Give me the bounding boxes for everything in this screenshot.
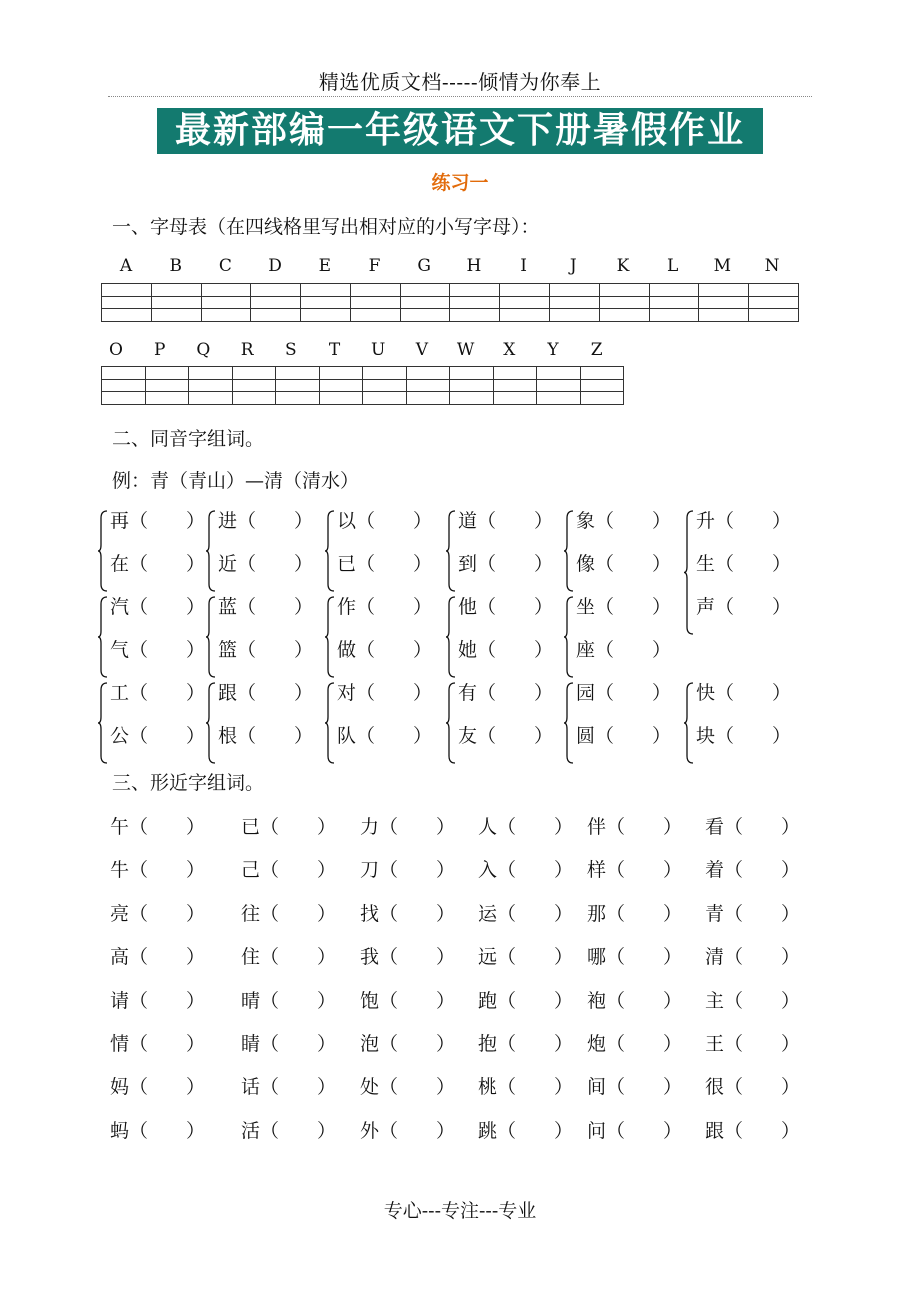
homophone-item: 篮（ ） [218, 639, 314, 661]
alphabet-letter: H [466, 256, 482, 276]
similar-char-item: 哪（ ） [587, 946, 683, 969]
alphabet-letter: I [520, 256, 527, 276]
brace-icon [97, 510, 109, 592]
similar-char-item: 青（ ） [705, 902, 801, 925]
alphabet-letter: Y [547, 340, 559, 360]
brace-icon [205, 510, 217, 592]
alphabet-letter: T [328, 340, 341, 360]
grid-cell[interactable] [450, 296, 500, 309]
similar-char-item: 远（ ） [478, 946, 574, 969]
similar-char-item: 亮（ ） [110, 902, 206, 925]
homophone-item: 以（ ） [337, 510, 433, 532]
homophone-item: 她（ ） [458, 639, 554, 661]
grid-cell[interactable] [350, 296, 400, 309]
similar-char-item: 袍（ ） [587, 989, 683, 1012]
alphabet-letter: A [119, 256, 133, 276]
grid-cell[interactable] [102, 309, 152, 322]
homophone-item: 根（ ） [218, 725, 314, 747]
homophone-item: 友（ ） [458, 725, 554, 747]
brace-icon [683, 510, 695, 635]
similar-char-item: 问（ ） [587, 1119, 683, 1142]
homophone-item: 已（ ） [337, 553, 433, 575]
similar-char-item: 我（ ） [360, 946, 456, 969]
grid-cell[interactable] [406, 392, 450, 405]
brace-icon [97, 682, 109, 764]
similar-char-item: 力（ ） [360, 816, 456, 838]
homophone-item: 座（ ） [576, 639, 672, 661]
alphabet-letter: W [456, 340, 475, 360]
grid-cell[interactable] [450, 392, 494, 405]
grid-cell[interactable] [537, 379, 581, 392]
homophone-item: 块（ ） [696, 725, 792, 747]
similar-char-item: 刀（ ） [360, 859, 456, 882]
brace-icon [563, 682, 575, 764]
similar-char-item: 外（ ） [360, 1119, 456, 1142]
grid-cell[interactable] [400, 296, 450, 309]
grid-cell[interactable] [145, 379, 189, 392]
brace-icon [205, 596, 217, 678]
alphabet-letter: L [667, 256, 679, 276]
brace-icon [324, 510, 336, 592]
similar-char-item: 往（ ） [241, 902, 337, 925]
grid-cell[interactable] [599, 284, 649, 297]
page-header: 精选优质文档-----倾情为你奉上 [318, 70, 602, 94]
brace-icon [97, 596, 109, 678]
similar-char-item: 人（ ） [478, 816, 574, 838]
homophone-item: 有（ ） [458, 682, 554, 704]
homophone-item: 生（ ） [696, 553, 792, 575]
grid-cell[interactable] [232, 392, 276, 405]
homophone-item: 圆（ ） [576, 725, 672, 747]
grid-cell[interactable] [363, 379, 407, 392]
brace-icon [205, 682, 217, 764]
alphabet-letter: C [218, 256, 232, 276]
homophone-item: 汽（ ） [110, 596, 206, 618]
alphabet-letter: Q [196, 340, 211, 360]
similar-char-item: 炮（ ） [587, 1033, 683, 1055]
grid-cell[interactable] [301, 309, 351, 322]
similar-char-item: 午（ ） [110, 816, 206, 838]
grid-cell[interactable] [363, 367, 407, 380]
alphabet-letter: G [417, 256, 431, 276]
similar-char-item: 蚂（ ） [110, 1119, 206, 1142]
grid-cell[interactable] [102, 296, 152, 309]
homophone-item: 园（ ） [576, 682, 672, 704]
grid-cell[interactable] [550, 284, 600, 297]
exercise-subtitle: 练习一 [431, 172, 489, 194]
grid-cell[interactable] [649, 296, 699, 309]
alphabet-letter: J [569, 256, 577, 276]
similar-char-item: 住（ ） [241, 946, 337, 969]
similar-char-item: 着（ ） [705, 859, 801, 882]
grid-cell[interactable] [189, 379, 233, 392]
grid-cell[interactable] [450, 379, 494, 392]
brace-icon [324, 682, 336, 764]
section2-title: 二、同音字组词。 [112, 428, 265, 450]
grid-cell[interactable] [102, 379, 146, 392]
grid-cell[interactable] [599, 309, 649, 322]
alphabet-letter: S [284, 340, 297, 360]
homophone-item: 在（ ） [110, 553, 206, 575]
homophone-item: 工（ ） [110, 682, 206, 704]
similar-char-item: 己（ ） [241, 859, 337, 882]
alphabet-letter: Z [590, 340, 603, 360]
brace-icon [445, 510, 457, 592]
brace-icon [445, 596, 457, 678]
grid-cell[interactable] [151, 296, 201, 309]
grid-cell[interactable] [201, 309, 251, 322]
grid-cell[interactable] [319, 367, 363, 380]
grid-cell[interactable] [450, 284, 500, 297]
similar-char-item: 清（ ） [705, 946, 801, 969]
grid-cell[interactable] [406, 379, 450, 392]
brace-icon [563, 510, 575, 592]
grid-cell[interactable] [251, 284, 301, 297]
similar-char-item: 王（ ） [705, 1033, 801, 1055]
similar-char-item: 运（ ） [478, 902, 574, 925]
grid-cell[interactable] [301, 284, 351, 297]
brace-icon [445, 682, 457, 764]
grid-cell[interactable] [151, 284, 201, 297]
grid-cell[interactable] [201, 296, 251, 309]
grid-cell[interactable] [749, 309, 799, 322]
grid-cell[interactable] [400, 284, 450, 297]
section1-title: 一、字母表（在四线格里写出相对应的小写字母）： [112, 216, 540, 238]
similar-char-item: 很（ ） [705, 1076, 801, 1099]
grid-cell[interactable] [276, 367, 320, 380]
alphabet-letter: R [240, 340, 254, 360]
alphabet-letter: X [503, 340, 516, 360]
similar-char-item: 活（ ） [241, 1119, 337, 1142]
grid-cell[interactable] [151, 309, 201, 322]
similar-char-item: 处（ ） [360, 1076, 456, 1099]
similar-char-item: 间（ ） [587, 1076, 683, 1099]
similar-char-item: 泡（ ） [360, 1033, 456, 1055]
alphabet-letter: E [318, 256, 331, 276]
alphabet-letter: M [713, 256, 732, 276]
alphabet-letter: O [109, 340, 123, 360]
section2-example: 例：青（青山）—清（清水） [112, 470, 360, 492]
homophone-item: 进（ ） [218, 510, 314, 532]
grid-cell[interactable] [580, 367, 624, 380]
homophone-item: 做（ ） [337, 639, 433, 661]
grid-cell[interactable] [319, 379, 363, 392]
similar-char-item: 睛（ ） [241, 1033, 337, 1055]
similar-char-item: 样（ ） [587, 859, 683, 882]
grid-cell[interactable] [189, 392, 233, 405]
grid-cell[interactable] [450, 309, 500, 322]
grid-cell[interactable] [232, 379, 276, 392]
similar-char-item: 话（ ） [241, 1076, 337, 1099]
grid-cell[interactable] [500, 284, 550, 297]
similar-char-item: 主（ ） [705, 989, 801, 1012]
header-divider [108, 96, 812, 97]
homophone-item: 再（ ） [110, 510, 206, 532]
grid-cell[interactable] [500, 309, 550, 322]
similar-char-item: 跳（ ） [478, 1119, 574, 1142]
grid-cell[interactable] [649, 309, 699, 322]
homophone-item: 作（ ） [337, 596, 433, 618]
brace-icon [563, 596, 575, 678]
grid-cell[interactable] [493, 367, 537, 380]
grid-cell[interactable] [649, 284, 699, 297]
similar-char-item: 牛（ ） [110, 859, 206, 882]
grid-cell[interactable] [550, 296, 600, 309]
homophone-item: 对（ ） [337, 682, 433, 704]
homophone-item: 跟（ ） [218, 682, 314, 704]
grid-cell[interactable] [599, 296, 649, 309]
grid-cell[interactable] [350, 309, 400, 322]
document-title: 最新部编一年级语文下册暑假作业 [157, 108, 763, 154]
homophone-item: 象（ ） [576, 510, 672, 532]
grid-cell[interactable] [301, 296, 351, 309]
grid-cell[interactable] [749, 284, 799, 297]
grid-cell[interactable] [363, 392, 407, 405]
grid-cell[interactable] [276, 379, 320, 392]
grid-cell[interactable] [580, 379, 624, 392]
similar-char-item: 伴（ ） [587, 816, 683, 838]
homophone-item: 升（ ） [696, 510, 792, 532]
brace-icon [324, 596, 336, 678]
homophone-item: 像（ ） [576, 553, 672, 575]
similar-char-item: 已（ ） [241, 816, 337, 838]
similar-char-item: 抱（ ） [478, 1033, 574, 1055]
grid-cell[interactable] [189, 367, 233, 380]
homophone-item: 队（ ） [337, 725, 433, 747]
grid-cell[interactable] [699, 296, 749, 309]
alphabet-letter: F [368, 256, 381, 276]
grid-cell[interactable] [493, 379, 537, 392]
similar-char-item: 高（ ） [110, 946, 206, 969]
grid-cell[interactable] [102, 392, 146, 405]
grid-cell[interactable] [400, 309, 450, 322]
homophone-item: 近（ ） [218, 553, 314, 575]
section3-title: 三、形近字组词。 [112, 772, 265, 794]
page-footer: 专心---专注---专业 [383, 1200, 537, 1222]
alphabet-letter: P [153, 340, 166, 360]
similar-char-item: 找（ ） [360, 902, 456, 925]
homophone-item: 他（ ） [458, 596, 554, 618]
homophone-item: 坐（ ） [576, 596, 672, 618]
grid-cell[interactable] [580, 392, 624, 405]
similar-char-item: 看（ ） [705, 816, 801, 838]
grid-cell[interactable] [350, 284, 400, 297]
grid-cell[interactable] [276, 392, 320, 405]
grid-cell[interactable] [406, 367, 450, 380]
grid-cell[interactable] [537, 367, 581, 380]
alphabet-letter: B [169, 256, 182, 276]
grid-cell[interactable] [493, 392, 537, 405]
alphabet-letter: V [415, 340, 429, 360]
grid-cell[interactable] [251, 309, 301, 322]
similar-char-item: 饱（ ） [360, 989, 456, 1012]
grid-cell[interactable] [450, 367, 494, 380]
grid-cell[interactable] [201, 284, 251, 297]
homophone-item: 声（ ） [696, 596, 792, 618]
grid-cell[interactable] [749, 296, 799, 309]
similar-char-item: 跑（ ） [478, 989, 574, 1012]
grid-cell[interactable] [319, 392, 363, 405]
grid-cell[interactable] [232, 367, 276, 380]
grid-cell[interactable] [145, 392, 189, 405]
grid-cell[interactable] [699, 284, 749, 297]
alphabet-letter: K [616, 256, 630, 276]
brace-icon [683, 682, 695, 764]
grid-cell[interactable] [145, 367, 189, 380]
similar-char-item: 那（ ） [587, 902, 683, 925]
similar-char-item: 入（ ） [478, 859, 574, 882]
similar-char-item: 请（ ） [110, 989, 206, 1012]
homophone-item: 蓝（ ） [218, 596, 314, 618]
homophone-item: 公（ ） [110, 725, 206, 747]
grid-cell[interactable] [537, 392, 581, 405]
similar-char-item: 妈（ ） [110, 1076, 206, 1099]
similar-char-item: 晴（ ） [241, 989, 337, 1012]
grid-cell[interactable] [251, 296, 301, 309]
grid-cell[interactable] [500, 296, 550, 309]
alphabet-letter: D [268, 256, 282, 276]
similar-char-item: 桃（ ） [478, 1076, 574, 1099]
alphabet-letter: U [371, 340, 386, 360]
similar-char-item: 跟（ ） [705, 1119, 801, 1142]
grid-cell[interactable] [102, 284, 152, 297]
homophone-item: 道（ ） [458, 510, 554, 532]
homophone-item: 到（ ） [458, 553, 554, 575]
grid-cell[interactable] [102, 367, 146, 380]
alphabet-letter: N [764, 256, 780, 276]
homophone-item: 快（ ） [696, 682, 792, 704]
grid-cell[interactable] [699, 309, 749, 322]
similar-char-item: 情（ ） [110, 1033, 206, 1055]
homophone-item: 气（ ） [110, 639, 206, 661]
grid-cell[interactable] [550, 309, 600, 322]
